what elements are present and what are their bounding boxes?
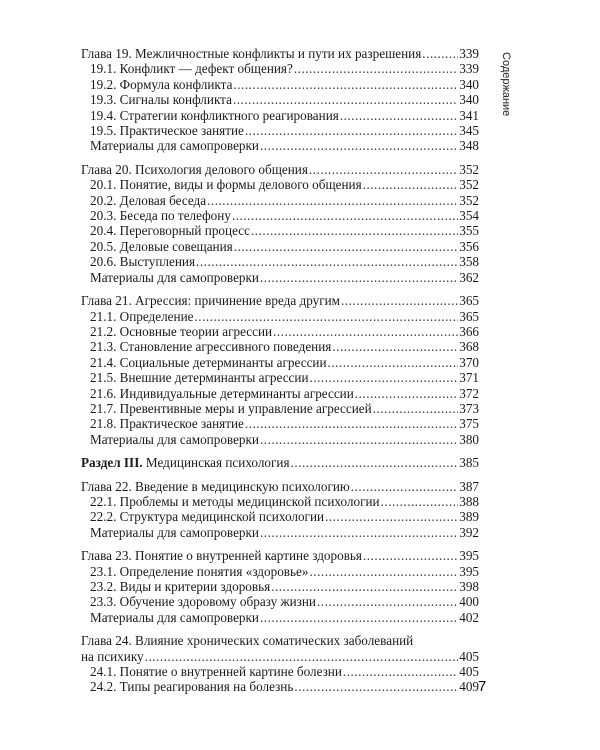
toc-page: 405 <box>459 664 479 680</box>
dot-leader <box>343 664 458 679</box>
toc-page: 354 <box>459 208 479 224</box>
toc-entry <box>81 77 479 92</box>
toc-page: 348 <box>459 138 479 154</box>
section-label: Раздел III. <box>81 455 143 471</box>
toc-page: 398 <box>459 579 479 594</box>
toc-title: Глава 20. Психология делового общения <box>81 161 308 177</box>
dot-leader <box>233 77 458 92</box>
toc-entry <box>81 579 479 594</box>
toc-entry <box>81 386 479 401</box>
toc-group-chapter-20 <box>81 162 479 285</box>
dot-leader <box>332 339 458 354</box>
toc-entry-chapter <box>81 548 479 563</box>
dot-leader <box>363 177 459 192</box>
dot-leader <box>351 479 458 494</box>
dot-leader <box>325 509 458 524</box>
dot-leader <box>245 416 458 431</box>
running-head: Содержание <box>500 52 512 117</box>
toc-page: 372 <box>459 385 479 401</box>
toc-page: 370 <box>459 354 479 370</box>
toc-entry <box>81 324 479 339</box>
toc-title: 22.2. Структура медицинской психологии <box>90 509 325 525</box>
dot-leader <box>310 370 459 385</box>
toc-entry <box>81 664 479 679</box>
toc-title: Материалы для самопроверки <box>90 269 259 285</box>
toc-group-chapter-21 <box>81 293 479 447</box>
toc-entry <box>81 223 479 238</box>
toc-title: Глава 19. Межличностные конфликты и пути их разрешения <box>81 46 422 61</box>
toc-title: 23.1. Определение понятия «здоровье» <box>90 563 309 579</box>
dot-leader <box>260 610 458 625</box>
toc-title: Материалы для самопроверки <box>90 609 259 625</box>
toc-entry-chapter <box>81 479 479 494</box>
toc-entry <box>81 108 479 123</box>
toc-entry <box>81 525 479 540</box>
dot-leader <box>232 208 458 223</box>
toc-title: 19.1. Конфликт — дефект общения? <box>90 61 293 77</box>
toc-title: 24.2. Типы реагирования на болезнь <box>90 679 294 695</box>
toc-title: Материалы для самопроверки <box>90 524 259 540</box>
toc-page: 371 <box>459 370 479 386</box>
toc-title: 20.1. Понятие, виды и формы делового общения <box>90 177 362 193</box>
toc-entry <box>81 416 479 431</box>
toc-entry <box>81 92 479 107</box>
toc-page: 375 <box>459 416 479 432</box>
toc-title: Глава 22. Введение в медицинскую психологию <box>81 478 350 494</box>
toc-page: 395 <box>459 548 479 564</box>
toc-page: 355 <box>459 223 479 239</box>
toc-title: 20.6. Выступления <box>90 254 196 270</box>
toc-title: 19.2. Формула конфликта <box>90 76 233 92</box>
toc-entry <box>81 509 479 524</box>
dot-leader <box>309 162 458 177</box>
toc-page: 339 <box>459 46 479 61</box>
toc-title: 22.1. Проблемы и методы медицинской психологии <box>90 493 380 509</box>
toc-title: на психику <box>81 648 144 664</box>
toc-entry <box>81 208 479 223</box>
toc-page: 395 <box>459 563 479 579</box>
toc-title: 19.5. Практическое занятие <box>90 123 244 139</box>
toc-page: 358 <box>459 254 479 270</box>
toc-title: 24.1. Понятие о внутренней картине болезни <box>90 664 342 680</box>
toc-entry <box>81 61 479 76</box>
toc-title: 21.5. Внешние детерминанты агрессии <box>90 370 309 386</box>
toc-page: 352 <box>459 192 479 208</box>
toc-group-chapter-24 <box>81 633 479 695</box>
toc-entry <box>81 594 479 609</box>
dot-leader <box>260 525 458 540</box>
dot-leader <box>233 92 458 107</box>
toc-group-chapter-22 <box>81 479 479 541</box>
toc-entry <box>81 239 479 254</box>
page-number: 7 <box>478 678 487 695</box>
dot-leader <box>260 138 458 153</box>
toc-title: Глава 23. Понятие о внутренней картине здоровья <box>81 548 362 564</box>
toc-entry <box>81 564 479 579</box>
toc-group-chapter-19 <box>81 46 479 154</box>
toc-page: 339 <box>459 61 479 77</box>
toc-title: 20.2. Деловая беседа <box>90 192 207 208</box>
toc-group-section-3 <box>81 455 479 470</box>
toc-title: Глава 21. Агрессия: причинение вреда другим <box>81 293 341 309</box>
toc-entry <box>81 679 479 694</box>
toc-entry <box>81 401 479 416</box>
toc-page: 352 <box>459 177 479 193</box>
dot-leader <box>355 386 458 401</box>
toc-title: 21.1. Определение <box>90 308 194 324</box>
toc-entry <box>81 610 479 625</box>
toc-page: 368 <box>459 339 479 355</box>
dot-leader <box>207 193 458 208</box>
dot-leader <box>145 649 459 664</box>
toc-entry <box>81 138 479 153</box>
toc-page: 340 <box>459 76 479 92</box>
dot-leader <box>422 46 458 61</box>
toc-page: 365 <box>459 308 479 324</box>
toc-title: 20.4. Переговорный процесс <box>90 223 250 239</box>
toc-page: 341 <box>459 107 479 123</box>
toc-page: 392 <box>459 524 479 540</box>
toc-title: 20.3. Беседа по телефону <box>90 208 231 224</box>
toc-entry-chapter <box>81 162 479 177</box>
toc-page: 340 <box>459 92 479 108</box>
toc-entry-chapter-line2 <box>81 649 479 664</box>
toc-group-chapter-23 <box>81 548 479 625</box>
toc-title: 20.5. Деловые совещания <box>90 238 233 254</box>
toc-title: 23.3. Обучение здоровому образу жизни <box>90 594 316 610</box>
toc-entry-chapter <box>81 293 479 308</box>
dot-leader <box>271 579 458 594</box>
toc-entry <box>81 123 479 138</box>
toc-page: 402 <box>459 609 479 625</box>
dot-leader <box>341 293 458 308</box>
toc-entry <box>81 177 479 192</box>
toc-page: 365 <box>459 293 479 309</box>
toc-title: Материалы для самопроверки <box>90 431 259 447</box>
toc-title: 21.3. Становление агрессивного поведения <box>90 339 332 355</box>
dot-leader <box>260 270 458 285</box>
dot-leader <box>260 432 458 447</box>
toc-title: 21.2. Основные теории агрессии <box>90 323 273 339</box>
toc-page: 345 <box>459 123 479 139</box>
toc-entry <box>81 370 479 385</box>
toc-entry <box>81 309 479 324</box>
toc-entry <box>81 339 479 354</box>
toc-entry <box>81 193 479 208</box>
toc-page: 388 <box>459 493 479 509</box>
dot-leader <box>291 455 459 470</box>
toc-entry <box>81 270 479 285</box>
dot-leader <box>195 309 459 324</box>
toc-title: 19.4. Стратегии конфликтного реагирования <box>90 107 339 123</box>
dot-leader <box>294 679 458 694</box>
toc-page: 400 <box>459 594 479 610</box>
toc-page: 385 <box>459 455 479 471</box>
toc-entry-chapter-line1 <box>81 633 479 648</box>
toc-page: 356 <box>459 238 479 254</box>
toc-entry-chapter <box>81 46 479 61</box>
dot-leader <box>317 594 458 609</box>
dot-leader <box>373 401 459 416</box>
toc-entry <box>81 355 479 370</box>
dot-leader <box>363 548 458 563</box>
toc-entry <box>81 494 479 509</box>
toc-page: 389 <box>459 509 479 525</box>
section-title: Медицинская психология <box>142 455 290 471</box>
toc-title: 21.8. Практическое занятие <box>90 416 244 432</box>
dot-leader <box>196 254 458 269</box>
dot-leader <box>340 108 458 123</box>
toc-title: Глава 24. Влияние хронических соматических заболеваний <box>81 633 414 649</box>
table-of-contents <box>81 46 479 703</box>
toc-page: 352 <box>459 161 479 177</box>
toc-title: 19.3. Сигналы конфликта <box>90 92 232 108</box>
dot-leader <box>310 564 459 579</box>
toc-entry <box>81 432 479 447</box>
toc-page: 362 <box>459 269 479 285</box>
toc-title: 23.2. Виды и критерии здоровья <box>90 579 271 594</box>
dot-leader <box>234 239 458 254</box>
toc-page: 387 <box>459 478 479 494</box>
dot-leader <box>245 123 458 138</box>
dot-leader <box>381 494 459 509</box>
dot-leader <box>251 223 458 238</box>
toc-entry <box>81 254 479 269</box>
dot-leader <box>273 324 458 339</box>
toc-page: 366 <box>459 323 479 339</box>
toc-title: 21.6. Индивидуальные детерминанты агрессии <box>90 385 354 401</box>
dot-leader <box>328 355 459 370</box>
toc-title: Материалы для самопроверки <box>90 138 259 154</box>
toc-page: 373 <box>459 400 479 416</box>
toc-page: 405 <box>459 648 479 664</box>
toc-title: 21.7. Превентивные меры и управление агрессией <box>90 400 372 416</box>
toc-entry-section <box>81 455 479 470</box>
toc-title: 21.4. Социальные детерминанты агрессии <box>90 354 327 370</box>
toc-page: 409 <box>459 679 479 695</box>
toc-page: 380 <box>459 431 479 447</box>
dot-leader <box>294 61 458 76</box>
